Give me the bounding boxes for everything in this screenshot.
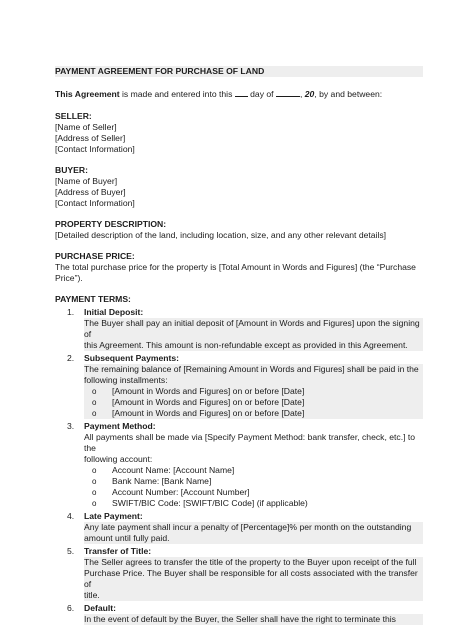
account-item xyxy=(84,498,423,509)
payment-terms-list xyxy=(55,307,423,625)
intro-text-2: day of xyxy=(247,89,276,99)
term-title: Transfer of Title: xyxy=(84,546,152,556)
intro-paragraph xyxy=(55,88,423,100)
term-line: The remaining balance of [Remaining Amount in Words and Figures] shall be paid in the xyxy=(84,364,419,374)
term-item xyxy=(55,511,423,544)
day-blank xyxy=(235,88,248,97)
buyer-line: [Contact Information] xyxy=(55,198,135,208)
installment-text: [Amount in Words and Figures] on or before [Date] xyxy=(112,386,305,396)
term-item xyxy=(55,307,423,351)
price-line: Price”). xyxy=(55,273,83,283)
month-blank xyxy=(276,88,300,97)
property-section xyxy=(55,219,423,241)
payment-terms-heading: PAYMENT TERMS: xyxy=(55,294,131,304)
account-item xyxy=(84,487,423,498)
term-number: 2. xyxy=(67,353,75,363)
circle-bullet-icon: o xyxy=(92,387,97,396)
account-item xyxy=(84,476,423,487)
term-line: Purchase Price. The Buyer shall be responsible for all costs associated with the transfer of xyxy=(84,568,418,589)
circle-bullet-icon: o xyxy=(92,499,97,508)
account-text: Account Name: [Account Name] xyxy=(112,465,235,475)
term-line: this Agreement. This amount is non-refundable except as provided in this Agreement. xyxy=(84,340,408,350)
price-section xyxy=(55,251,423,284)
intro-year: 20 xyxy=(304,89,315,99)
seller-section xyxy=(55,111,423,155)
seller-line: [Contact Information] xyxy=(55,144,135,154)
seller-line: [Name of Seller] xyxy=(55,122,117,132)
term-line: title. xyxy=(84,590,100,600)
buyer-section xyxy=(55,165,423,209)
term-title: Default: xyxy=(84,603,116,613)
installment-text: [Amount in Words and Figures] on or before [Date] xyxy=(112,408,305,418)
circle-bullet-icon: o xyxy=(92,409,97,418)
property-text: [Detailed description of the land, including location, size, and any other relevant details] xyxy=(55,230,387,240)
account-item xyxy=(84,465,423,476)
buyer-line: [Address of Buyer] xyxy=(55,187,126,197)
seller-line: [Address of Seller] xyxy=(55,133,126,143)
document-content xyxy=(55,66,423,627)
term-line: following installments: xyxy=(84,375,168,385)
intro-bold: This Agreement xyxy=(55,89,120,99)
account-text: Bank Name: [Bank Name] xyxy=(112,476,212,486)
installment-text: [Amount in Words and Figures] on or before [Date] xyxy=(112,397,305,407)
account-text: SWIFT/BIC Code: [SWIFT/BIC Code] (if applicable) xyxy=(112,498,308,508)
buyer-line: [Name of Buyer] xyxy=(55,176,118,186)
account-list xyxy=(84,465,423,509)
term-number: 3. xyxy=(67,421,75,431)
property-heading: PROPERTY DESCRIPTION: xyxy=(55,219,167,229)
term-item xyxy=(55,421,423,509)
term-number: 1. xyxy=(67,307,75,317)
term-title: Late Payment: xyxy=(84,511,143,521)
term-title: Payment Method: xyxy=(84,421,156,431)
term-item xyxy=(55,353,423,419)
term-line: In the event of default by the Buyer, the Seller shall have the right to terminate this xyxy=(84,614,396,624)
account-text: Account Number: [Account Number] xyxy=(112,487,250,497)
document-title: PAYMENT AGREEMENT FOR PURCHASE OF LAND xyxy=(55,66,423,77)
term-title: Initial Deposit: xyxy=(84,307,144,317)
installment-item xyxy=(84,386,423,397)
term-number: 5. xyxy=(67,546,75,556)
circle-bullet-icon: o xyxy=(92,488,97,497)
intro-text-4: , by and between: xyxy=(314,89,383,99)
installment-item xyxy=(84,397,423,408)
intro-text-1: is made and entered into this xyxy=(119,89,235,99)
price-line: The total purchase price for the property is [Total Amount in Words and Figures] (the “Purchase xyxy=(55,262,416,272)
term-line: The Buyer shall pay an initial deposit of [Amount in Words and Figures] upon the signing of xyxy=(84,318,420,339)
term-line: amount until fully paid. xyxy=(84,533,170,543)
installment-item xyxy=(84,408,423,419)
term-line: following account: xyxy=(84,454,153,464)
term-line: The Seller agrees to transfer the title of the property to the Buyer upon receipt of the full xyxy=(84,557,417,567)
term-item xyxy=(55,546,423,601)
buyer-heading: BUYER: xyxy=(55,165,88,175)
term-title: Subsequent Payments: xyxy=(84,353,180,363)
intro-text-3: , xyxy=(299,89,305,99)
price-heading: PURCHASE PRICE: xyxy=(55,251,135,261)
installment-list xyxy=(84,386,423,419)
seller-heading: SELLER: xyxy=(55,111,92,121)
term-item xyxy=(55,603,423,625)
circle-bullet-icon: o xyxy=(92,398,97,407)
term-line: All payments shall be made via [Specify Payment Method: bank transfer, check, etc.] to the xyxy=(84,432,416,453)
circle-bullet-icon: o xyxy=(92,466,97,475)
term-number: 4. xyxy=(67,511,75,521)
term-line: Any late payment shall incur a penalty of [Percentage]% per month on the outstanding xyxy=(84,522,412,532)
circle-bullet-icon: o xyxy=(92,477,97,486)
term-number: 6. xyxy=(67,603,75,613)
payment-terms-section xyxy=(55,294,423,625)
